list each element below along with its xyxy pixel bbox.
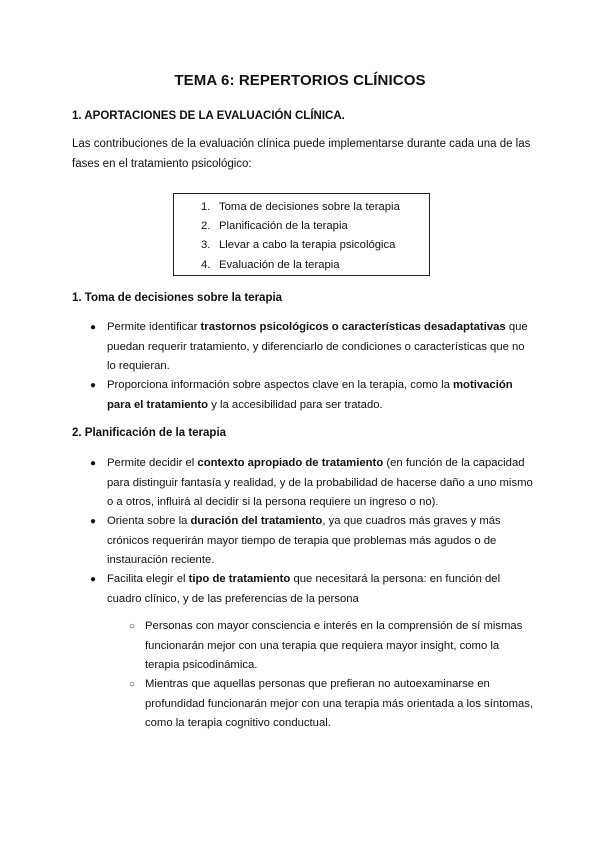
bullet-item [90, 512, 537, 571]
phase-text: Planificación de la terapia [219, 220, 348, 233]
bullet-line: para distinguir fantasía y realidad, y de la probabilidad de hacerse daño a uno mismo [107, 476, 533, 489]
circle-bullet-icon: ○ [129, 621, 136, 632]
intro-paragraph [72, 134, 532, 174]
phase-item [174, 256, 400, 275]
bullet-item [90, 454, 537, 513]
sub-bullet-line: terapia psicodinámica. [145, 659, 258, 671]
bullet-item [90, 570, 537, 609]
bullet-line: Proporciona información sobre aspectos clave en la terapia, como la motivación [107, 379, 513, 391]
section-heading-aportaciones: 1. APORTACIONES DE LA EVALUACIÓN CLÍNICA. [72, 110, 345, 122]
phase-item [174, 217, 400, 236]
bullet-line: o a otros, influirá al decidir si la persona requiere un ingreso o no). [107, 496, 439, 508]
bullet-line: Facilita elegir el tipo de tratamiento que necesitará la persona: en función del [107, 573, 501, 585]
phases-box [173, 193, 430, 276]
sub-bullet-line: como la terapia cognitivo conductual. [145, 717, 331, 729]
subsection-heading-decisiones: 1. Toma de decisiones sobre la terapia [72, 292, 283, 304]
bullet-icon: ● [90, 380, 97, 391]
phase-item [174, 198, 400, 217]
bullet-line: cuadro clínico, y de las preferencias de la persona [107, 592, 359, 605]
sub-bullet-line: Mientras que aquellas personas que prefieran no autoexaminarse en [145, 678, 490, 690]
bullet-icon: ● [90, 322, 97, 333]
bullet-line: Orienta sobre la duración del tratamiento, ya que cuadros más graves y más [107, 515, 501, 527]
bullet-line: para el tratamiento y la accesibilidad para ser tratado. [107, 398, 383, 411]
phase-item [174, 236, 400, 255]
bullet-line: puedan requerir tratamiento, y diferenciarlo de condiciones o características que no [107, 340, 525, 353]
bullet-icon: ● [90, 516, 97, 527]
phase-number: 1. [201, 201, 211, 213]
sub-bullet-item [129, 675, 545, 734]
sub-bullet-line: funcionarán mejor con una terapia que requiera mayor insight, como la [145, 639, 500, 652]
bullet-item [90, 376, 537, 415]
bullet-icon: ● [90, 574, 97, 585]
phase-number: 3. [201, 239, 211, 252]
phase-number: 2. [201, 220, 211, 233]
phase-text: Toma de decisiones sobre la terapia [219, 201, 400, 213]
bullet-item [90, 318, 537, 377]
phase-text: Evaluación de la terapia [219, 258, 340, 271]
phases-list [174, 198, 400, 275]
sub-bullet-line: profundidad funcionarán mejor con una terapia más orientada a los síntomas, [145, 697, 534, 710]
bullet-line: crónicos requerirán mayor tiempo de terapia que problemas más agudos o de [107, 534, 497, 547]
sub-bullet-item [129, 617, 545, 676]
phase-text: Llevar a cabo la terapia psicológica [219, 239, 396, 252]
page-title: TEMA 6: REPERTORIOS CLÍNICOS [174, 72, 426, 89]
bullet-line: Permite identificar trastornos psicológicos o características desadaptativas que [107, 321, 528, 333]
sub-bullet-line: Personas con mayor consciencia e interés en la comprensión de sí mismas [145, 620, 523, 632]
intro-line: fases en el tratamiento psicológico: [72, 158, 252, 170]
circle-bullet-icon: ○ [129, 679, 136, 690]
phase-number: 4. [201, 258, 211, 271]
bullet-icon: ● [90, 458, 97, 469]
bullet-line: instauración reciente. [107, 554, 215, 566]
subsection-heading-planificacion: 2. Planificación de la terapia [72, 427, 227, 439]
bullet-line: Permite decidir el contexto apropiado de tratamiento (en función de la capacidad [107, 457, 525, 469]
bullet-line: lo requieran. [107, 360, 170, 372]
intro-line: Las contribuciones de la evaluación clínica puede implementarse durante cada una de las [72, 138, 531, 150]
